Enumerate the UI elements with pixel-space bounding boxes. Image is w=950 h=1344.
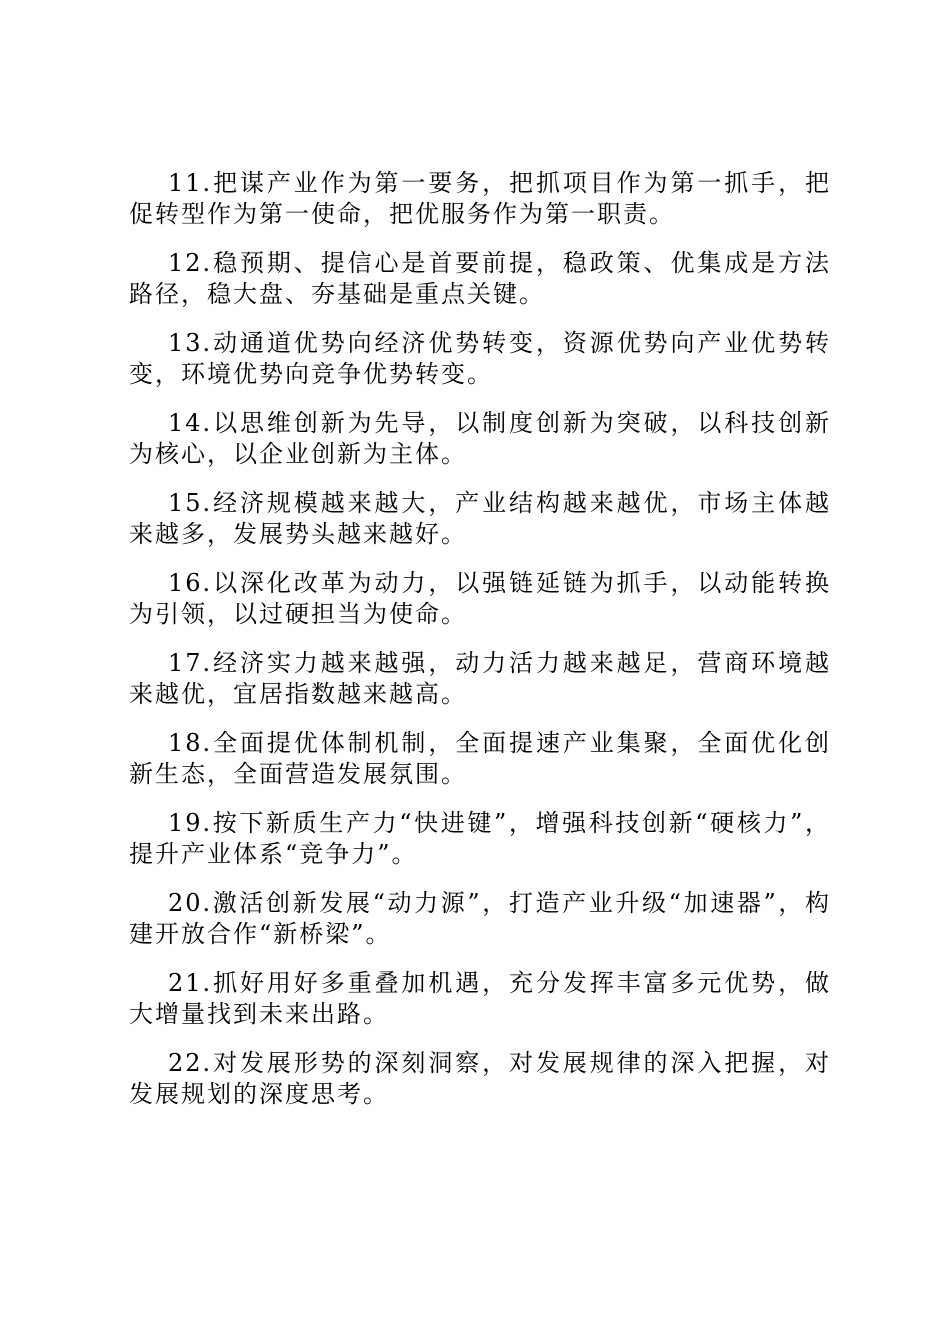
list-item: 20.激活创新发展“动力源”，打造产业升级“加速器”，构建开放合作“新桥梁”。 — [129, 889, 831, 948]
list-item: 22.对发展形势的深刻洞察，对发展规律的深入把握，对发展规划的深度思考。 — [129, 1049, 831, 1108]
list-item: 15.经济规模越来越大，产业结构越来越优，市场主体越来越多，发展势头越来越好。 — [129, 489, 831, 548]
list-item: 21.抓好用好多重叠加机遇，充分发挥丰富多元优势，做大增量找到未来出路。 — [129, 969, 831, 1028]
list-item: 14.以思维创新为先导，以制度创新为突破，以科技创新为核心，以企业创新为主体。 — [129, 409, 831, 468]
list-item: 13.动通道优势向经济优势转变，资源优势向产业优势转变，环境优势向竞争优势转变。 — [129, 329, 831, 388]
list-item: 18.全面提优体制机制，全面提速产业集聚，全面优化创新生态，全面营造发展氛围。 — [129, 729, 831, 788]
list-item: 11.把谋产业作为第一要务，把抓项目作为第一抓手，把促转型作为第一使命，把优服务作为第一职责。 — [129, 169, 831, 228]
list-item: 19.按下新质生产力“快进键”，增强科技创新“硬核力”，提升产业体系“竞争力”。 — [129, 809, 831, 868]
document-page — [129, 168, 831, 1128]
list-item: 17.经济实力越来越强，动力活力越来越足，营商环境越来越优，宜居指数越来越高。 — [129, 649, 831, 708]
list-item: 16.以深化改革为动力，以强链延链为抓手，以动能转换为引领，以过硬担当为使命。 — [129, 569, 831, 628]
list-item: 12.稳预期、提信心是首要前提，稳政策、优集成是方法路径，稳大盘、夯基础是重点关键。 — [129, 249, 831, 308]
